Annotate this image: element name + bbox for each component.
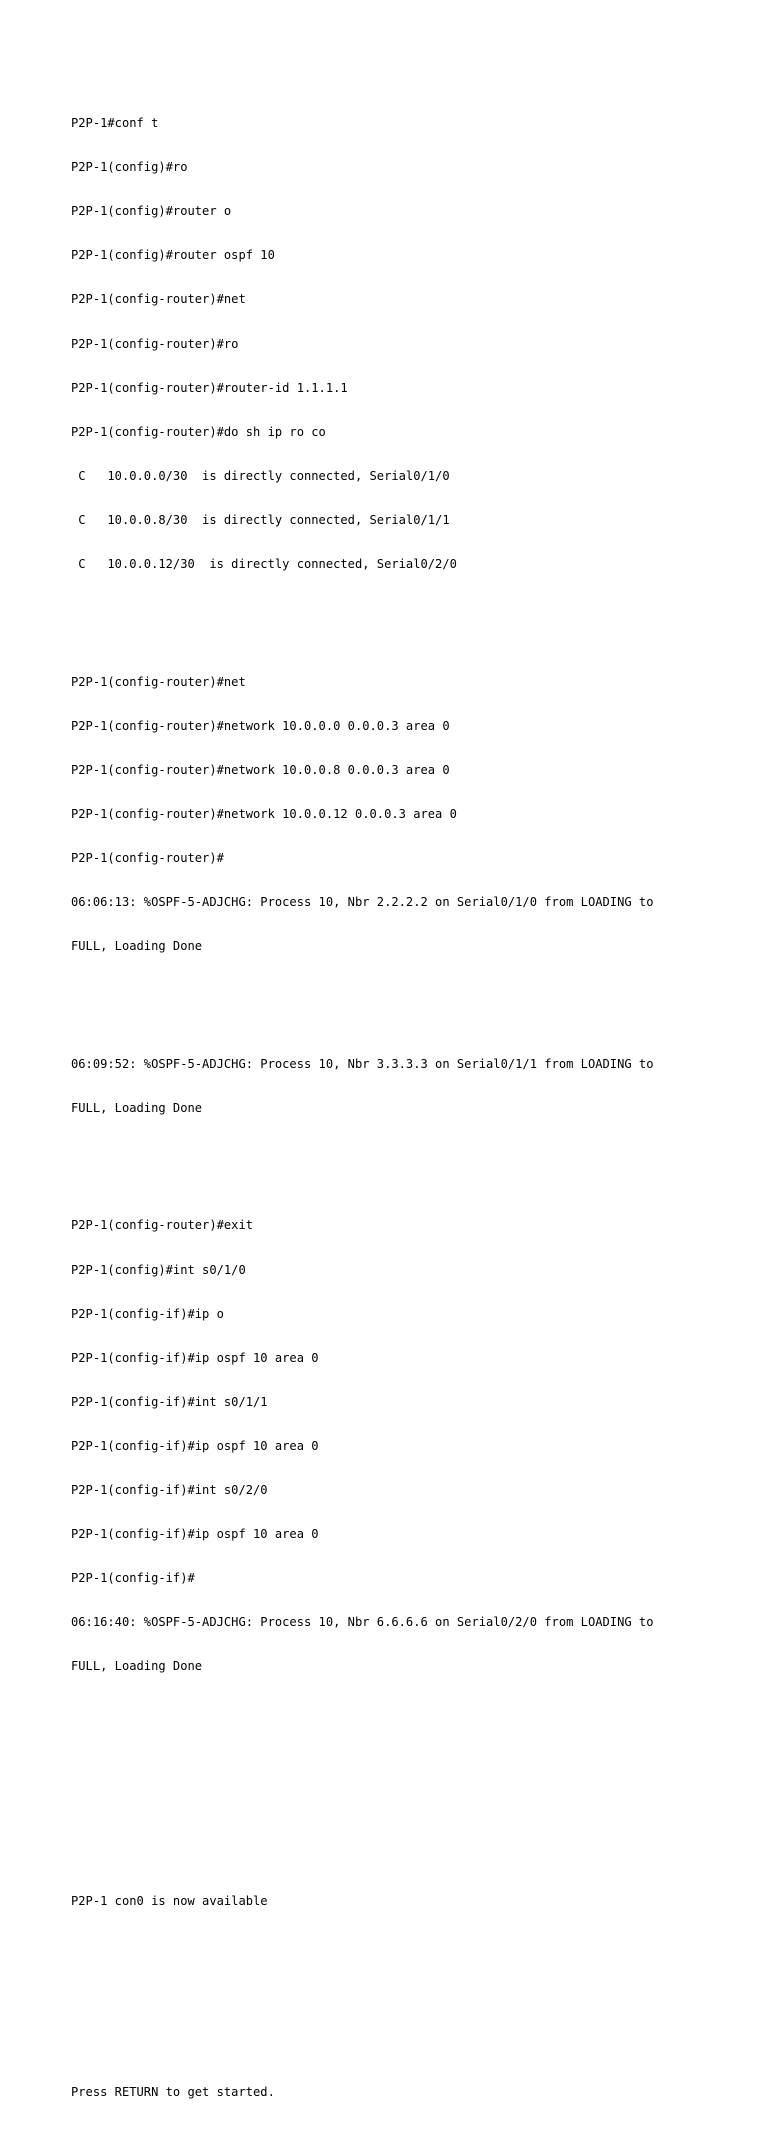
route-entry: C 10.0.0.8/30 is directly connected, Serial0/1/1 bbox=[71, 512, 450, 527]
ospf-log-line: FULL, Loading Done bbox=[71, 939, 203, 954]
spacer bbox=[71, 1718, 751, 1850]
console-line: P2P-1(config-router)# bbox=[71, 851, 224, 866]
spacer bbox=[71, 1953, 751, 2041]
console-available-message: P2P-1 con0 is now available bbox=[71, 1894, 268, 1909]
ospf-log-line: 06:09:52: %OSPF-5-ADJCHG: Process 10, Nbr 3.3.3.3 on Serial0/1/1 from LOADING to bbox=[71, 1056, 654, 1071]
blank-line bbox=[71, 998, 751, 1013]
console-line: P2P-1(config-if)# bbox=[71, 1571, 195, 1586]
console-line: P2P-1(config-router)#net bbox=[71, 292, 246, 307]
console-line: P2P-1(config)#router ospf 10 bbox=[71, 248, 275, 263]
console-line: P2P-1(config-if)#ip o bbox=[71, 1306, 224, 1321]
console-line: P2P-1(config-router)#network 10.0.0.12 0.0.0.3 area 0 bbox=[71, 806, 457, 821]
console-line: P2P-1(config-if)#ip ospf 10 area 0 bbox=[71, 1438, 319, 1453]
console-line: P2P-1(config-router)#do sh ip ro co bbox=[71, 424, 326, 439]
console-line: P2P-1(config-router)#ro bbox=[71, 336, 239, 351]
console-line: P2P-1(config-if)#ip ospf 10 area 0 bbox=[71, 1527, 319, 1542]
press-return-message: Press RETURN to get started. bbox=[71, 2085, 275, 2100]
blank-line bbox=[71, 616, 751, 631]
console-line: P2P-1(config)#ro bbox=[71, 160, 188, 175]
blank-line bbox=[71, 1160, 751, 1175]
ospf-log-line: 06:06:13: %OSPF-5-ADJCHG: Process 10, Nbr 2.2.2.2 on Serial0/1/0 from LOADING to bbox=[71, 895, 654, 910]
console-line: P2P-1(config-if)#int s0/1/1 bbox=[71, 1394, 268, 1409]
ospf-log-line: 06:16:40: %OSPF-5-ADJCHG: Process 10, Nbr 6.6.6.6 on Serial0/2/0 from LOADING to bbox=[71, 1615, 654, 1630]
console-line: P2P-1(config)#router o bbox=[71, 204, 232, 219]
console-transcript bbox=[71, 72, 751, 2144]
ospf-log-line: FULL, Loading Done bbox=[71, 1100, 203, 1115]
console-line: P2P-1(config-if)#int s0/2/0 bbox=[71, 1483, 268, 1498]
console-line: P2P-1(config)#int s0/1/0 bbox=[71, 1262, 246, 1277]
route-entry: C 10.0.0.12/30 is directly connected, Serial0/2/0 bbox=[71, 557, 457, 572]
console-line: P2P-1(config-router)#exit bbox=[71, 1218, 254, 1233]
ospf-log-line: FULL, Loading Done bbox=[71, 1659, 203, 1674]
console-line: P2P-1(config-router)#network 10.0.0.8 0.0.0.3 area 0 bbox=[71, 762, 450, 777]
console-line: P2P-1(config-if)#ip ospf 10 area 0 bbox=[71, 1350, 319, 1365]
route-entry: C 10.0.0.0/30 is directly connected, Serial0/1/0 bbox=[71, 468, 450, 483]
console-line: P2P-1#conf t bbox=[71, 116, 159, 131]
console-line: P2P-1(config-router)#network 10.0.0.0 0.0.0.3 area 0 bbox=[71, 718, 450, 733]
console-line: P2P-1(config-router)#net bbox=[71, 674, 246, 689]
console-line: P2P-1(config-router)#router-id 1.1.1.1 bbox=[71, 380, 348, 395]
